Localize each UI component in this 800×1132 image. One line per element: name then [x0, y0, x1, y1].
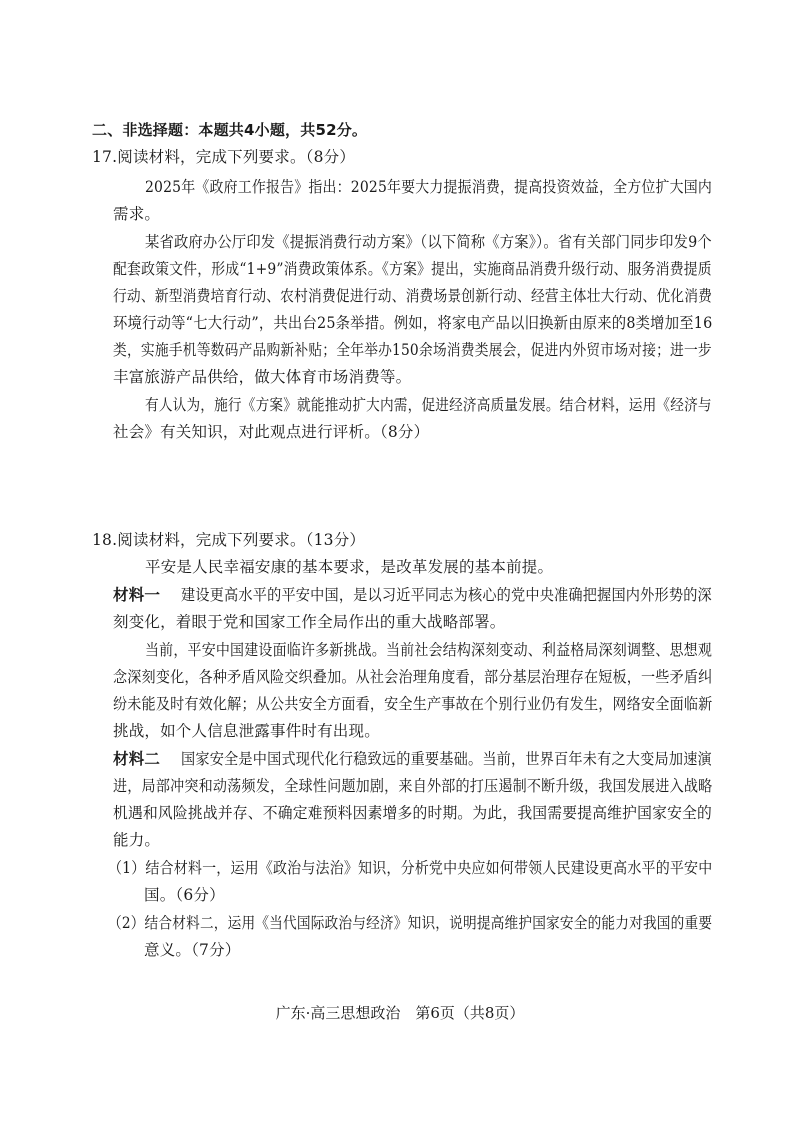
q17-question-line2: 社会》有关知识，对此观点进行评析。（8分）: [113, 423, 430, 441]
q17-para1-line2: 需求。: [113, 205, 161, 223]
q18-material2-line2: 进，局部冲突和动荡频发，全球性问题加剧，来自外部的打压遏制不断升级，我国发展进入战略: [113, 777, 713, 795]
q17-para2-line3: 行动、新型消费培育行动、农村消费促进行动、消费场景创新行动、经营主体壮大行动、优化消费: [113, 287, 713, 305]
q18-material1-p2-line2: 念深刻变化，各种矛盾风险交织叠加。从社会治理角度看，部分基层治理存在短板，一些矛盾纠: [113, 668, 713, 686]
q17-para2-line5: 类，实施手机等数码产品购新补贴；全年举办150余场消费类展会，促进内外贸市场对接；进一步: [113, 341, 712, 359]
q18-material1-p2-line1: 当前，平安中国建设面临许多新挑战。当前社会结构深刻变动、利益格局深刻调整、思想观: [145, 641, 713, 659]
q17-para1-line1: 2025年《政府工作报告》指出：2025年要大力提振消费，提高投资效益，全方位扩大国内: [145, 178, 712, 196]
q18-intro: 平安是人民幸福安康的基本要求，是改革发展的基本前提。: [145, 558, 554, 576]
q18-sub1-line1: （1）结合材料一，运用《政治与法治》知识，分析党中央应如何带领人民建设更高水平的平安中: [108, 859, 713, 877]
q18-material1-line1: 建设更高水平的平安中国，是以习近平同志为核心的党中央准确把握国内外形势的深: [181, 586, 712, 604]
q17-para2-line6: 丰富旅游产品供给，做大体育市场消费等。: [113, 368, 412, 386]
q18-material2-line4: 能力。: [113, 831, 161, 849]
q18-material1-p2-line3: 纷未能及时有效化解；从公共安全方面看，安全生产事故在个别行业仍有发生，网络安全面临新: [113, 695, 713, 713]
q17-title: 17.阅读材料，完成下列要求。（8分）: [92, 148, 356, 166]
section-header: 二、非选择题：本题共4小题，共52分。: [92, 121, 368, 139]
q18-material1-line2: 刻变化，着眼于党和国家工作全局作出的重大战略部署。: [113, 613, 506, 631]
q18-title: 18.阅读材料，完成下列要求。（13分）: [92, 531, 366, 549]
q18-sub2-line2: 意义。（7分）: [144, 941, 241, 959]
q18-sub1-line2: 国。（6分）: [144, 886, 225, 904]
q18-material2-label: 材料二: [113, 750, 161, 768]
q18-sub2-line1: （2）结合材料二，运用《当代国际政治与经济》知识，说明提高维护国家安全的能力对我国的重要: [108, 914, 713, 932]
q18-material1-label: 材料一: [113, 586, 161, 604]
q17-para2-line2: 配套政策文件，形成“1+9”消费政策体系。《方案》提出，实施商品消费升级行动、服务消费提质: [113, 260, 712, 278]
q18-material2-line1: 国家安全是中国式现代化行稳致远的重要基础。当前，世界百年未有之大变局加速演: [181, 750, 712, 768]
page-footer: 广东·高三思想政治 第6页（共8页）: [275, 1004, 525, 1022]
q17-para2-line4: 环境行动等“七大行动”，共出台25条举措。例如，将家电产品以旧换新由原来的8类增加至16: [113, 314, 713, 332]
q18-material1-p2-line4: 挑战，如个人信息泄露事件时有出现。: [113, 722, 380, 740]
q17-question-line1: 有人认为，施行《方案》就能推动扩大内需，促进经济高质量发展。结合材料，运用《经济与: [145, 396, 712, 414]
q18-material2-line3: 机遇和风险挑战并存、不确定难预料因素增多的时期。为此，我国需要提高维护国家安全的: [113, 804, 713, 822]
q17-para2-line1: 某省政府办公厅印发《提振消费行动方案》（以下简称《方案》）。省有关部门同步印发9个: [145, 233, 712, 251]
